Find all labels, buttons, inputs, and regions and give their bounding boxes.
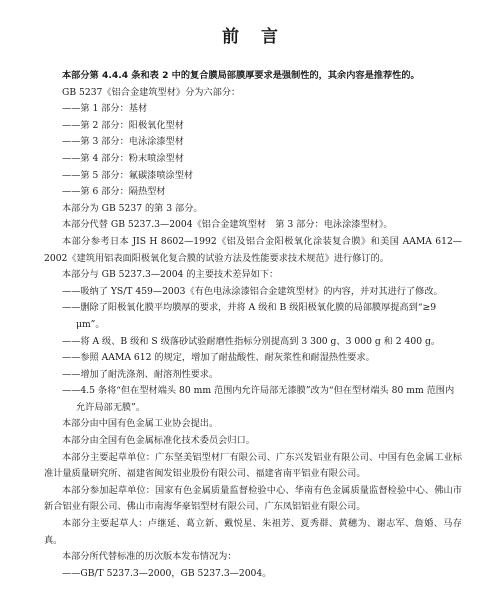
list-item: ——将 A 级、B 级和 S 级落砂试验耐磨性指标分别提高到 3 300 g、3 000 g 和 2 400 g。 — [62, 335, 441, 347]
list-item: ——增加了耐洗涤剂、耐溶剂性要求。 — [62, 368, 219, 380]
paragraph: 本部分由中国有色金属工业协会提出。 — [62, 418, 219, 430]
mandatory-clause-statement: 本部分第 4.4.4 条和表 2 中的复合膜局部膜厚要求是强制性的，其余内容是推荐性的。 — [62, 70, 420, 81]
list-item: ——删除了阳极氧化膜平均膜厚的要求，并将 A 级和 B 级阳极氧化膜的局部膜厚提高到“≥9 μm”。 — [62, 302, 437, 330]
list-item: ——参照 AAMA 612 的规定，增加了耐盐酸性、耐灰浆性和耐湿热性要求。 — [62, 352, 375, 364]
page-title: 前言 — [222, 27, 300, 47]
list-item: ——4.5 条将“但在型材端头 80 mm 范围内允许局部无漆膜”改为“但在型材端头 80 mm 范围内允许局部无膜”。 — [62, 385, 455, 413]
list-item: ——第 2 部分：阳极氧化型材 — [62, 119, 184, 131]
list-item: ——第 3 部分：电泳涂漆型材 — [62, 136, 184, 148]
paragraph: 本部分由全国有色金属标准化技术委员会归口。 — [62, 435, 255, 447]
paragraph: 本部分主要起草单位：广东坚美铝型材厂有限公司、广东兴发铝业有限公司、中国有色金属工业标准计量质量研究所、福建省闽发铝业股份有限公司、福建省南平铝业有限公司。 — [44, 451, 462, 480]
list-item: ——第 5 部分：氟碳漆喷涂型材 — [62, 169, 194, 181]
paragraph: 本部分与 GB 5237.3—2004 的主要技术差异如下： — [62, 269, 279, 281]
list-item: ——第 1 部分：基材 — [62, 103, 148, 115]
preface-body — [44, 68, 462, 582]
paragraph: 本部分参考日本 JIS H 8602—1992《铝及铝合金阳极氧化涂装复合膜》和美国 AAMA 612—2002《建筑用铝表面阳极氧化复合膜的试验方法及性能要求技术规范》进行修订的。 — [44, 235, 462, 264]
paragraph: GB 5237《铝合金建筑型材》分为六部分： — [62, 86, 241, 98]
list-item: ——第 4 部分：粉末喷涂型材 — [62, 152, 184, 164]
paragraph: 本部分所代替标准的历次版本发布情况为： — [62, 551, 237, 563]
paragraph: 本部分代替 GB 5237.3—2004《铝合金建筑型材 第 3 部分：电泳涂漆型材》。 — [62, 219, 393, 231]
paragraph: 本部分参加起草单位：国家有色金属质量监督检验中心、华南有色金属质量监督检验中心、佛山市新合铝业有限公司、佛山市南海华豪铝型材有限公司、广东凤铝铝业有限公司。 — [44, 484, 462, 513]
paragraph: 本部分主要起草人：卢继延、葛立新、戴悦星、朱祖芳、夏秀群、黄穗为、谢志军、詹婚、马存真。 — [44, 518, 462, 546]
list-item: ——GB/T 5237.3—2000，GB 5237.3—2004。 — [62, 567, 272, 579]
paragraph: 本部分为 GB 5237 的第 3 部分。 — [62, 202, 203, 214]
list-item: ——第 6 部分：隔热型材 — [62, 186, 166, 198]
list-item: ——吸纳了 YS/T 459—2003《有色电泳涂漆铝合金建筑型材》的内容，并对其进行了修改。 — [62, 285, 443, 297]
